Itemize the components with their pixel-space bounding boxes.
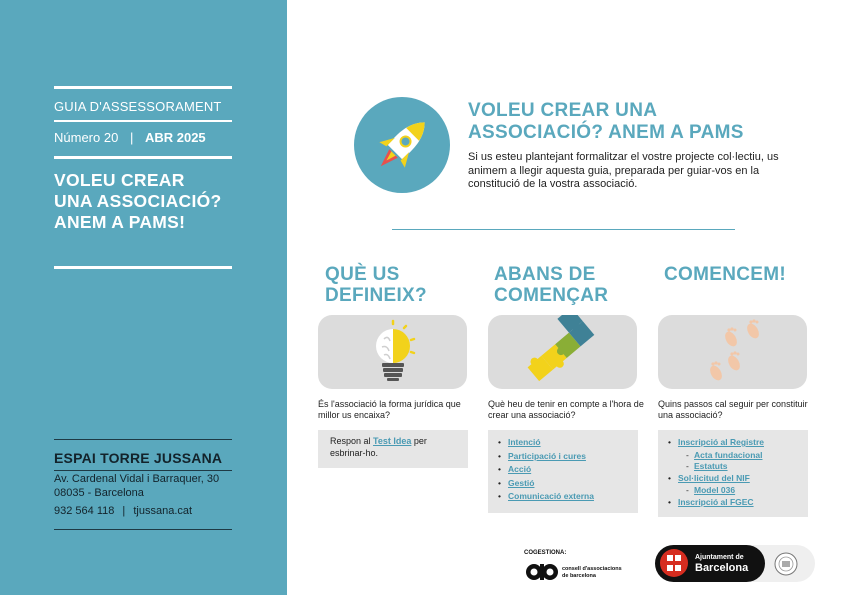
substep-link[interactable]: - Estatuts bbox=[686, 460, 728, 471]
sidebar-rule-top bbox=[54, 86, 232, 89]
cab-logo-icon bbox=[524, 561, 564, 583]
sidebar-title-line: UNA ASSOCIACIÓ? bbox=[54, 191, 222, 211]
checklist-link[interactable]: • Acció bbox=[498, 464, 532, 474]
cogestiona-label: COGESTIONA: bbox=[524, 550, 567, 556]
sidebar-rule-4 bbox=[54, 266, 232, 269]
cab-logo bbox=[524, 561, 634, 583]
guide-label: GUIA D'ASSESSORAMENT bbox=[54, 99, 222, 114]
contact-separator: | bbox=[122, 505, 126, 517]
ajuntament-line2: Barcelona bbox=[695, 562, 749, 574]
column-title-defineix bbox=[325, 264, 427, 306]
seal-icon bbox=[774, 552, 798, 576]
contact-rule-top bbox=[54, 439, 232, 440]
column-title-abans bbox=[494, 264, 608, 306]
sidebar bbox=[0, 0, 287, 595]
website-link[interactable]: tjussana.cat bbox=[133, 505, 193, 517]
puzzle-icon bbox=[488, 315, 637, 389]
org-name: ESPAI TORRE JUSSANA bbox=[54, 450, 223, 466]
answer-text: Respon al Test Idea per esbrinar-ho. bbox=[330, 436, 427, 458]
issue-line bbox=[54, 130, 206, 145]
intro-title bbox=[468, 100, 808, 144]
contact-line bbox=[54, 505, 192, 517]
issue-number: Número 20 bbox=[54, 130, 119, 145]
address-line: 08035 - Barcelona bbox=[54, 486, 144, 499]
step-link[interactable]: • Inscripció al Registre bbox=[668, 437, 764, 447]
checklist-link[interactable]: • Participació i cures bbox=[498, 450, 586, 461]
column-title-line: ABANS DE bbox=[494, 264, 596, 285]
cab-logo-text bbox=[562, 566, 622, 579]
checklist-link[interactable]: • Comunicació externa bbox=[498, 491, 594, 501]
lightbulb-icon bbox=[318, 315, 467, 389]
steps-box bbox=[658, 430, 808, 517]
column-title-line: DEFINEIX? bbox=[325, 285, 427, 306]
contact-rule-bottom bbox=[54, 529, 232, 530]
ajuntament-logo-panel bbox=[655, 545, 815, 582]
intro-description: Si us esteu plantejant formalitzar el vostre projecte col·lectiu, us animem a llegir aquesta guia, preparada per guiar-vos en la constitució de la vostra associació. bbox=[468, 151, 779, 190]
issue-separator: | bbox=[129, 130, 134, 145]
cab-line: de barcelona bbox=[562, 572, 596, 579]
column-question: Què heu de tenir en compte a l'hora de crear una associació? bbox=[488, 399, 644, 420]
ajuntament-logo bbox=[655, 545, 765, 582]
intro-title-line: ASSOCIACIÓ? ANEM A PAMS bbox=[468, 122, 744, 143]
sidebar-title-line: ANEM A PAMS! bbox=[54, 212, 186, 232]
footprints-icon bbox=[658, 315, 807, 389]
step-link[interactable]: • Sol·licitud del NIF bbox=[668, 472, 750, 483]
section-divider bbox=[392, 229, 735, 230]
checklist-box bbox=[488, 430, 638, 513]
checklist-link[interactable]: • Gestió bbox=[498, 477, 535, 488]
checklist-link[interactable]: • Intenció bbox=[498, 437, 541, 447]
barcelona-shield-icon bbox=[659, 548, 689, 578]
answer-box bbox=[318, 430, 468, 468]
intro-title-line: VOLEU CREAR UNA bbox=[468, 100, 658, 121]
sidebar-rule-2 bbox=[54, 120, 232, 122]
substep-link[interactable]: - Model 036 bbox=[686, 485, 736, 495]
column-question: És l'associació la forma jurídica que millor us encaixa? bbox=[318, 399, 461, 420]
sidebar-title-line: VOLEU CREAR bbox=[54, 170, 185, 190]
column-title-comencem: COMENCEM! bbox=[664, 264, 786, 285]
test-idea-link[interactable]: Test Idea bbox=[373, 436, 412, 446]
substep-link[interactable]: - Acta fundacional bbox=[686, 449, 763, 460]
sidebar-title bbox=[54, 170, 222, 233]
address-line: Av. Cardenal Vidal i Barraquer, 30 bbox=[54, 473, 220, 485]
sidebar-rule-3 bbox=[54, 156, 232, 159]
issue-date: ABR 2025 bbox=[144, 130, 206, 145]
step-link[interactable]: • Inscripció al FGEC bbox=[668, 497, 754, 507]
column-title-line: COMENÇAR bbox=[494, 285, 609, 306]
contact-rule-mid bbox=[54, 470, 232, 471]
column-question: Quins passos cal seguir per constituir una associació? bbox=[658, 399, 808, 420]
phone-number: 932 564 118 bbox=[54, 505, 115, 517]
address bbox=[54, 473, 219, 500]
rocket-icon bbox=[354, 97, 450, 193]
ajuntament-line1: Ajuntament de bbox=[695, 554, 744, 561]
cab-line: consell d'associacions bbox=[562, 566, 622, 572]
column-title-line: QUÈ US bbox=[325, 264, 400, 285]
